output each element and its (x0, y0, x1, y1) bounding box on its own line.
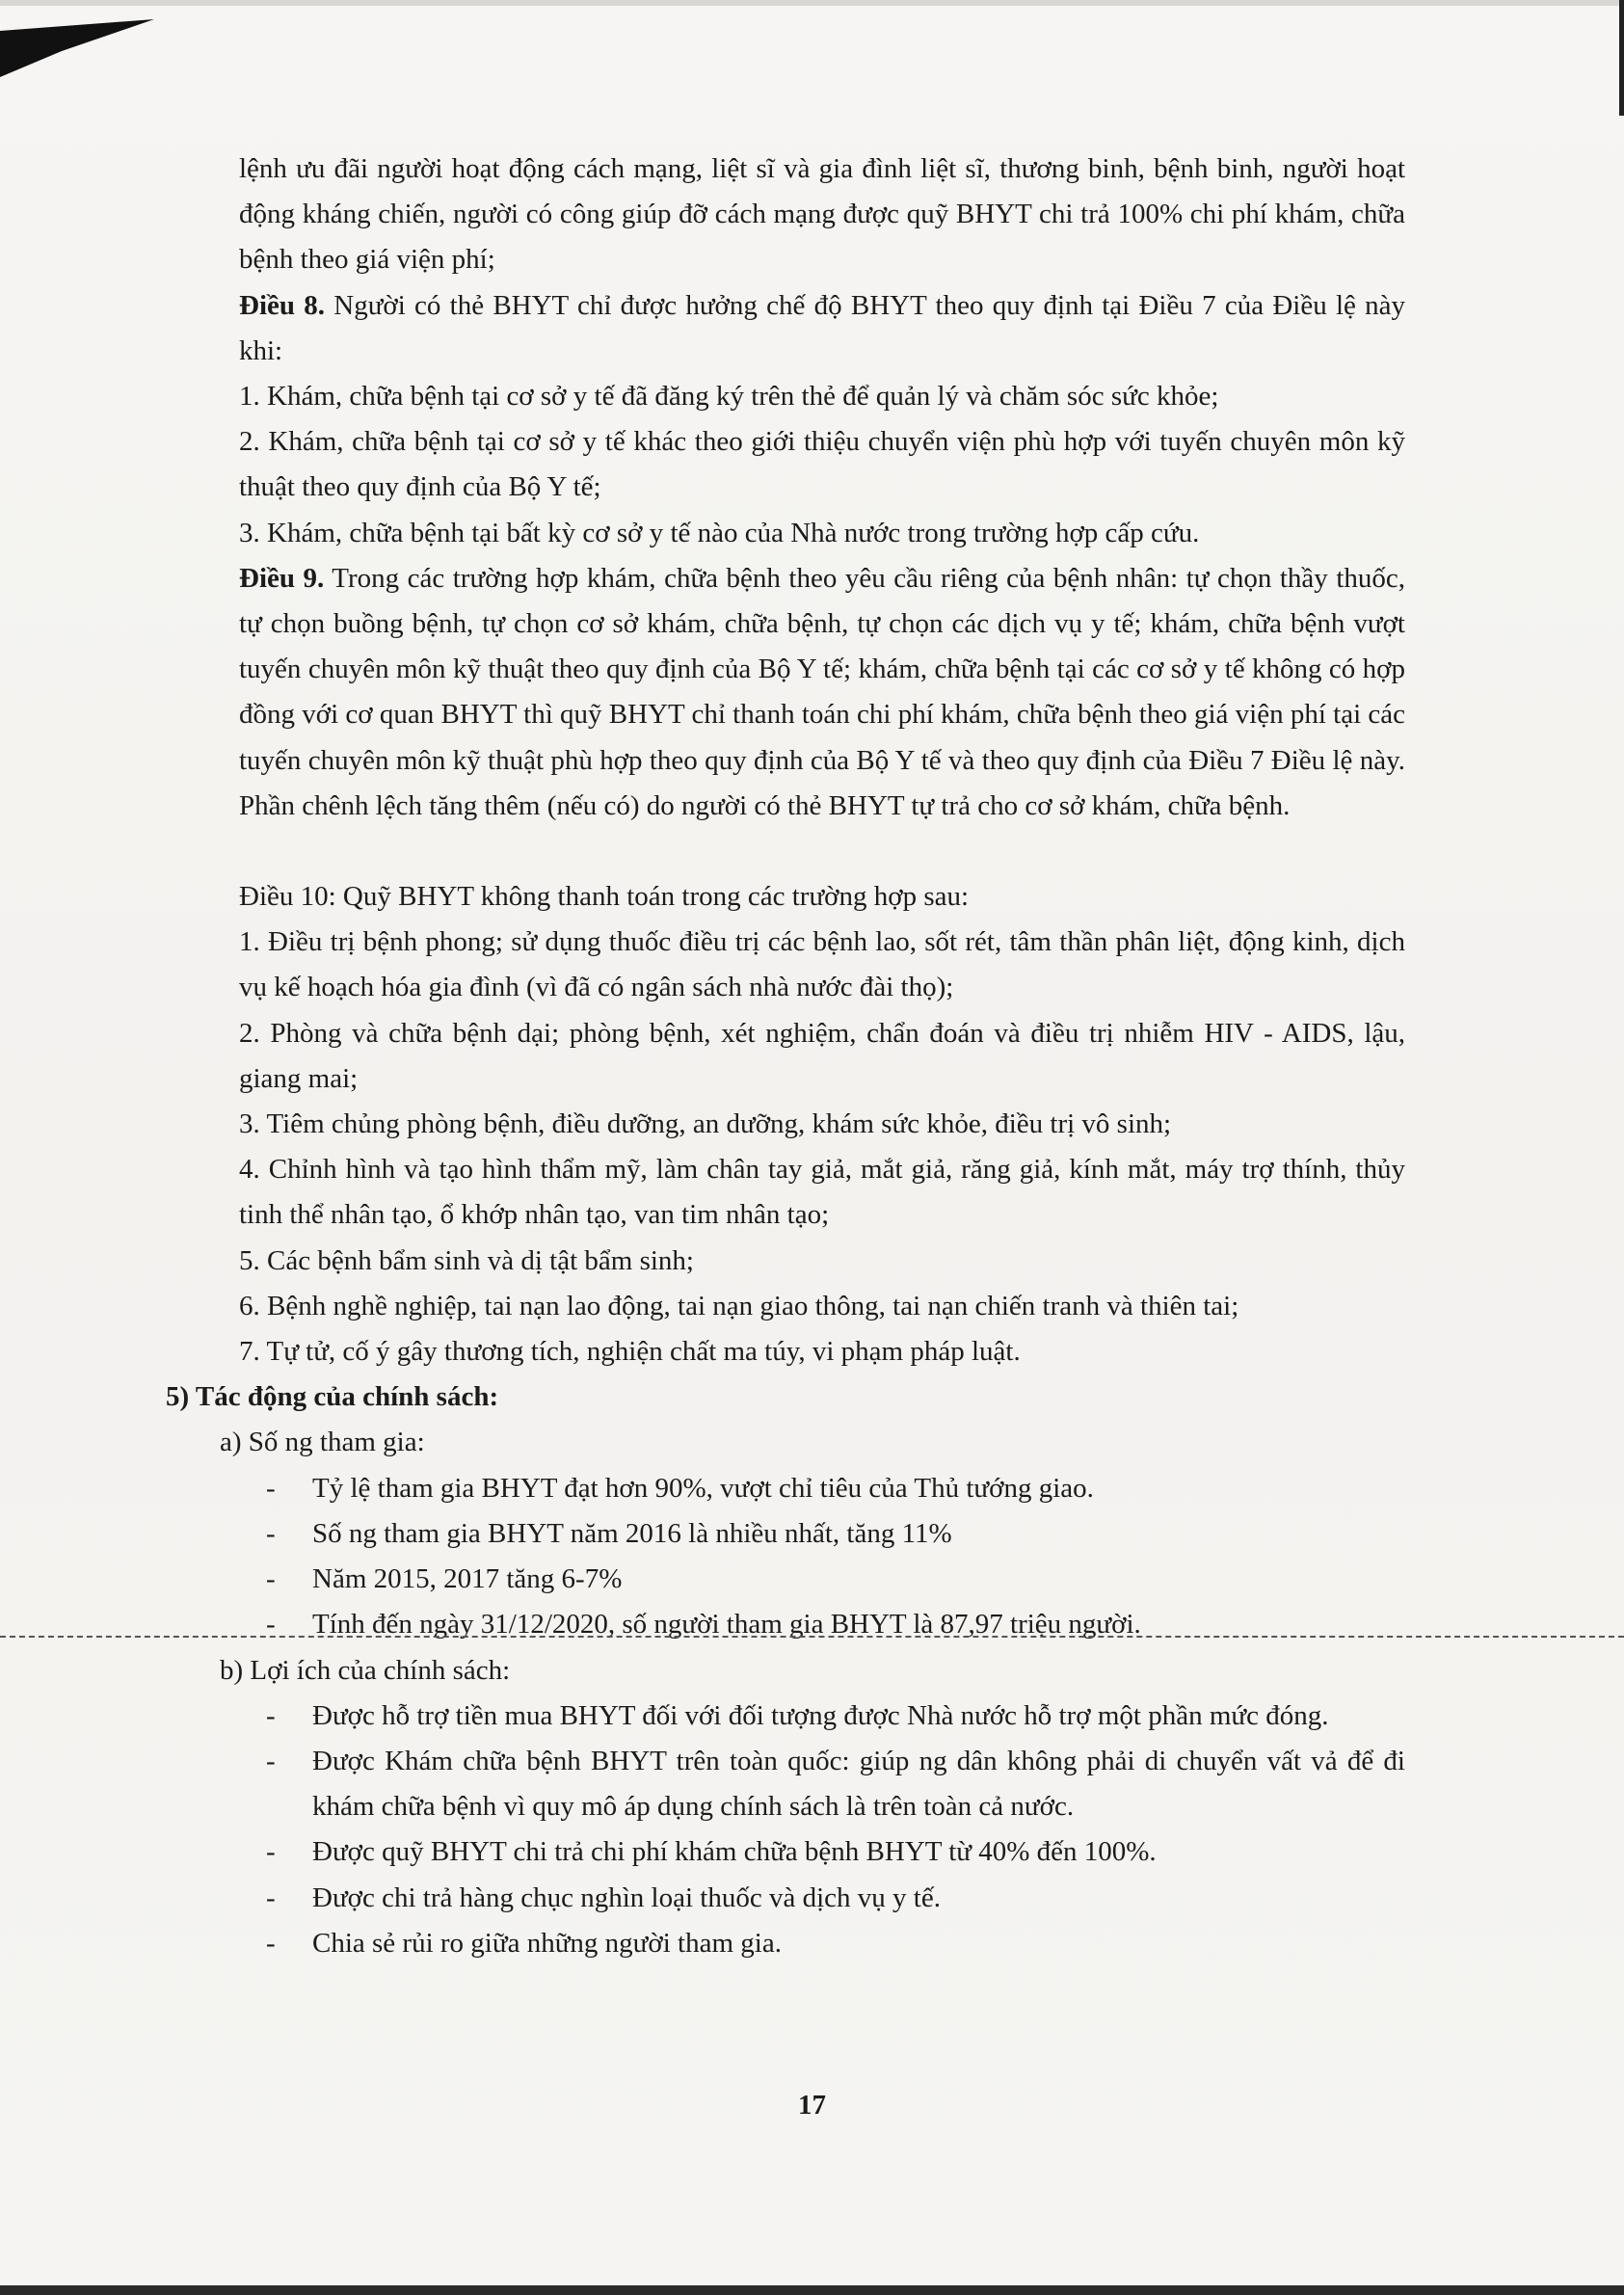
dash-bullet: - (266, 1699, 276, 1731)
dieu8-item: 1. Khám, chữa bệnh tại cơ sở y tế đã đăng ký trên thẻ để quản lý và chăm sóc sức khỏe; (239, 381, 1219, 413)
list-item-text: Được quỹ BHYT chi trả chi phí khám chữa bệnh BHYT từ 40% đến 100%. (312, 1836, 1157, 1868)
list-item (266, 1829, 1405, 1875)
list-item-text: Tính đến ngày 31/12/2020, số người tham gia BHYT là 87,97 triệu người. (312, 1609, 1141, 1641)
list-item (266, 1511, 1405, 1557)
dieu10-item: 7. Tự tử, cố ý gây thương tích, nghiện chất ma túy, vi phạm pháp luật. (239, 1336, 1021, 1368)
section5-heading: 5) Tác động của chính sách: (166, 1381, 499, 1413)
document-body (166, 147, 1406, 1966)
list-item (266, 1694, 1405, 1739)
dieu9-text: Trong các trường hợp khám, chữa bệnh theo yêu cầu riêng của bệnh nhân: tự chọn thầy thuốc, tự chọn buồng bệnh, tự chọn cơ sở khám, chữa bệnh, tự chọn các dịch vụ y tế; khám, chữa bệnh vượt tuyến chuyên môn kỹ thuật theo quy định của Bộ Y tế; khám, chữa bệnh tại các cơ sở y tế không có hợp đồng với cơ quan BHYT thì quỹ BHYT chỉ thanh toán chi phí khám, chữa bệnh theo giá viện phí tại các tuyến chuyên môn kỹ thuật phù hợp theo quy định của Bộ Y tế và theo quy định của Điều 7 Điều lệ này. Phần chênh lệch tăng thêm (nếu có) do người có thẻ BHYT tự trả cho cơ sở khám, chữa bệnh. (239, 562, 1406, 821)
dieu10-item: 3. Tiêm chủng phòng bệnh, điều dưỡng, an dưỡng, khám sức khỏe, điều trị vô sinh; (239, 1108, 1172, 1140)
dash-bullet: - (266, 1472, 276, 1504)
list-item (266, 1739, 1405, 1829)
dash-bullet: - (266, 1609, 276, 1641)
intro-paragraph: lệnh ưu đãi người hoạt động cách mạng, liệt sĩ và gia đình liệt sĩ, thương binh, bệnh binh, người hoạt động kháng chiến, người có công giúp đỡ cách mạng được quỹ BHYT chi trả 100% chi phí khám, chữa bệnh theo giá viện phí; (239, 153, 1405, 276)
list-item-text: Tỷ lệ tham gia BHYT đạt hơn 90%, vượt chỉ tiêu của Thủ tướng giao. (312, 1472, 1094, 1504)
list-item-text: Số ng tham gia BHYT năm 2016 là nhiều nhất, tăng 11% (312, 1517, 952, 1549)
list-item (266, 1557, 1405, 1602)
list-item-text: Được chi trả hàng chục nghìn loại thuốc và dịch vụ y tế. (312, 1881, 941, 1913)
dieu8-text: Người có thẻ BHYT chỉ được hưởng chế độ BHYT theo quy định tại Điều 7 của Điều lệ này khi: (239, 289, 1405, 366)
dash-bullet: - (266, 1836, 276, 1868)
dieu10-item: 5. Các bệnh bẩm sinh và dị tật bẩm sinh; (239, 1244, 694, 1276)
list-item-text: Được Khám chữa bệnh BHYT trên toàn quốc: giúp ng dân không phải di chuyển vất vả để đi khám chữa bệnh vì quy mô áp dụng chính sách là trên toàn cả nước. (312, 1745, 1405, 1823)
list-item (266, 1602, 1405, 1647)
page-number: 17 (798, 2090, 826, 2121)
dieu9-label: Điều 9. (239, 562, 325, 594)
dieu10-item: 2. Phòng và chữa bệnh dại; phòng bệnh, xét nghiệm, chẩn đoán và điều trị nhiễm HIV - AIDS, lậu, giang mai; (239, 1017, 1405, 1094)
dieu8-label: Điều 8. (239, 289, 325, 321)
dieu10-heading: Điều 10: Quỹ BHYT không thanh toán trong các trường hợp sau: (239, 881, 970, 913)
scan-fold-line (0, 1636, 1624, 1639)
section5b-heading: b) Lợi ích của chính sách: (220, 1654, 511, 1686)
list-item-text: Được hỗ trợ tiền mua BHYT đối với đối tượng được Nhà nước hỗ trợ một phần mức đóng. (312, 1699, 1329, 1731)
dash-bullet: - (266, 1927, 276, 1959)
list-item-text: Năm 2015, 2017 tăng 6-7% (312, 1563, 623, 1595)
section5a-heading: a) Số ng tham gia: (220, 1427, 425, 1458)
scan-top-edge (0, 0, 1624, 6)
list-item-text: Chia sẻ rủi ro giữa những người tham gia. (312, 1927, 782, 1959)
scan-right-edge (1619, 0, 1624, 116)
list-item (266, 1921, 1405, 1966)
list-item (266, 1876, 1405, 1921)
dieu8-item: 3. Khám, chữa bệnh tại bất kỳ cơ sở y tế nào của Nhà nước trong trường hợp cấp cứu. (239, 517, 1200, 548)
list-item (266, 1466, 1405, 1511)
dash-bullet: - (266, 1563, 276, 1595)
dieu8-item: 2. Khám, chữa bệnh tại cơ sở y tế khác theo giới thiệu chuyển viện phù hợp với tuyến chuyên môn kỹ thuật theo quy định của Bộ Y tế; (239, 426, 1405, 503)
dieu9-paragraph (239, 556, 1405, 829)
dieu10-item: 4. Chỉnh hình và tạo hình thẩm mỹ, làm chân tay giả, mắt giả, răng giả, kính mắt, máy trợ thính, thủy tinh thể nhân tạo, ổ khớp nhân tạo, van tim nhân tạo; (239, 1154, 1405, 1231)
dash-bullet: - (266, 1517, 276, 1549)
dash-bullet: - (266, 1745, 276, 1776)
scan-bottom-edge (0, 2285, 1624, 2295)
scan-corner-mark (0, 19, 154, 77)
dash-bullet: - (266, 1881, 276, 1913)
dieu10-item: 1. Điều trị bệnh phong; sử dụng thuốc điều trị các bệnh lao, sốt rét, tâm thần phân liệt, động kinh, dịch vụ kế hoạch hóa gia đình (vì đã có ngân sách nhà nước đài thọ); (239, 926, 1405, 1003)
dieu10-item: 6. Bệnh nghề nghiệp, tai nạn lao động, tai nạn giao thông, tai nạn chiến tranh và thiên tai; (239, 1290, 1239, 1321)
dieu8-paragraph (239, 283, 1405, 374)
